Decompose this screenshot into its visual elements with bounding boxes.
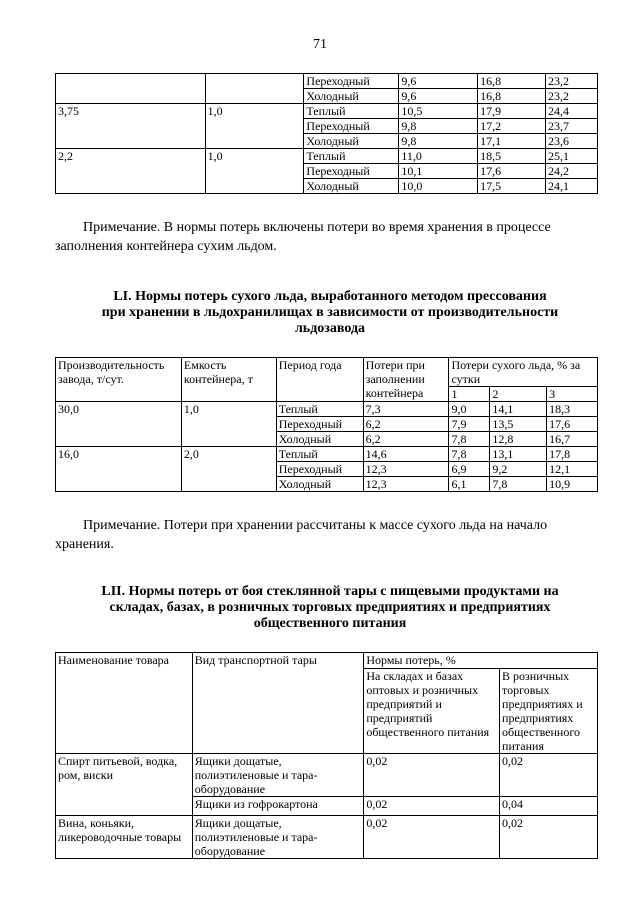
table-cell: 24,4	[546, 104, 598, 119]
table-cell: 10,9	[547, 477, 598, 492]
table-cell: Переходный	[276, 417, 363, 432]
header-production: Производительность завода, т/сут.	[56, 358, 182, 402]
table-cell: 17,1	[478, 134, 546, 149]
header-container: Вид транспортной тары	[192, 653, 364, 754]
table-cell: Холодный	[276, 432, 363, 447]
table-cell: 23,2	[546, 89, 598, 104]
table-glass-breakage	[55, 652, 598, 859]
page-number: 71	[313, 37, 327, 52]
table-cell: 6,2	[363, 417, 449, 432]
table-cell: 24,1	[546, 179, 598, 194]
header-warehouses: На складах и базах оптовых и розничных предприятий и предприятий общественного питания	[364, 669, 500, 754]
header-period: Период года	[276, 358, 363, 402]
table-cell: 17,8	[547, 447, 598, 462]
table-cell: 7,8	[449, 447, 490, 462]
table-cell	[56, 74, 206, 104]
table-row	[56, 149, 598, 164]
table-cell: 0,02	[500, 816, 598, 859]
table-cell: Вина, коньяки, ликероводочные товары	[56, 816, 193, 859]
heading-line: при хранении в льдохранилищах в зависимости от производительности	[101, 305, 559, 320]
table-cell: 30,0	[56, 402, 182, 447]
table-cell: 14,1	[490, 402, 547, 417]
table-cell: 0,04	[500, 797, 598, 816]
table-cell: Холодный	[304, 89, 399, 104]
table-cell: 17,2	[478, 119, 546, 134]
table-cell: 17,5	[478, 179, 546, 194]
table-cell: 17,6	[547, 417, 598, 432]
table-row	[56, 402, 598, 417]
table-cell: 0,02	[364, 797, 500, 816]
table-cell: 23,2	[546, 74, 598, 89]
header-norms: Нормы потерь, %	[364, 653, 598, 669]
heading-line: общественного питания	[253, 616, 407, 631]
table-cell: 12,3	[363, 462, 449, 477]
table-cell: Теплый	[304, 104, 399, 119]
heading-line: складах, базах, в розничных торговых предприятиях и предприятиях	[109, 600, 551, 615]
note-line: Примечание. Потери при хранении рассчитаны к массе сухого льда на начало	[83, 518, 548, 533]
note-paragraph	[55, 516, 600, 554]
table-cell: 0,02	[364, 754, 500, 797]
heading-line: льдозавода	[294, 321, 366, 336]
table-cell: 9,6	[399, 74, 478, 89]
table-cell: 6,2	[363, 432, 449, 447]
header-day-1: 1	[449, 387, 490, 402]
table-row	[56, 447, 598, 462]
table-cell: Ящики дощатые, полиэтиленовые и тара-оборудование	[192, 754, 364, 797]
table-cell: 16,8	[478, 89, 546, 104]
heading-line: LII. Нормы потерь от боя стеклянной тары с пищевыми продуктами на	[101, 584, 559, 599]
table-cell: 18,5	[478, 149, 546, 164]
table-cell: 10,5	[399, 104, 478, 119]
table-cell: Теплый	[276, 447, 363, 462]
table-cell: 2,0	[181, 447, 276, 492]
header-retail: В розничных торговых предприятиях и предприятиях общественного питания	[500, 669, 598, 754]
table-cell: 10,0	[399, 179, 478, 194]
table-cell: 6,1	[449, 477, 490, 492]
table-cell: 13,1	[490, 447, 547, 462]
table-cell: 1,0	[181, 402, 276, 447]
table-cell: 12,1	[547, 462, 598, 477]
table-cell: Теплый	[304, 149, 399, 164]
table-cell: 9,2	[490, 462, 547, 477]
table-row	[56, 104, 598, 119]
table-cell: Ящики из гофрокартона	[192, 797, 364, 816]
header-day-2: 2	[490, 387, 547, 402]
table-row	[56, 754, 598, 797]
table-cell: Холодный	[304, 134, 399, 149]
table-cell	[205, 74, 304, 104]
table-cell: 17,9	[478, 104, 546, 119]
table-cell: Переходный	[304, 164, 399, 179]
table-cell: Переходный	[276, 462, 363, 477]
header-day-3: 3	[547, 387, 598, 402]
table-cell: 17,6	[478, 164, 546, 179]
table-cell: 0,02	[500, 754, 598, 797]
table-cell: 12,3	[363, 477, 449, 492]
table-cell: 3,75	[56, 104, 206, 149]
header-capacity: Емкость контейнера, т	[181, 358, 276, 402]
table-dry-ice	[55, 357, 598, 492]
table-row	[56, 74, 598, 89]
table-cell: Спирт питьевой, водка, ром, виски	[56, 754, 193, 816]
table-cell: 7,9	[449, 417, 490, 432]
header-product: Наименование товара	[56, 653, 193, 754]
note-line: хранения.	[55, 537, 114, 552]
table-cell: 9,8	[399, 134, 478, 149]
header-daily-loss: Потери сухого льда, % за сутки	[449, 358, 598, 387]
table-cell: 25,1	[546, 149, 598, 164]
table-header-row	[56, 653, 598, 669]
table-row	[56, 816, 598, 859]
table-cell: 18,3	[547, 402, 598, 417]
table-cell: 14,6	[363, 447, 449, 462]
table-cell: 7,3	[363, 402, 449, 417]
table-cell: 7,8	[490, 477, 547, 492]
table-cell: 2,2	[56, 149, 206, 194]
table-cell: 10,1	[399, 164, 478, 179]
table-cell: 13,5	[490, 417, 547, 432]
table-cell: 9,8	[399, 119, 478, 134]
table-cell: 9,6	[399, 89, 478, 104]
table-cell: Холодный	[276, 477, 363, 492]
table-cell: 6,9	[449, 462, 490, 477]
table-header-row	[56, 358, 598, 387]
section-heading	[40, 584, 620, 632]
table-cell: 24,2	[546, 164, 598, 179]
table-top	[55, 73, 598, 194]
table-cell: 9,0	[449, 402, 490, 417]
section-heading	[40, 289, 620, 337]
table-cell: 23,6	[546, 134, 598, 149]
table-cell: 16,0	[56, 447, 182, 492]
table-cell: Переходный	[304, 119, 399, 134]
table-cell: Холодный	[304, 179, 399, 194]
table-cell: 1,0	[205, 149, 304, 194]
table-cell: 1,0	[205, 104, 304, 149]
note-line: заполнения контейнера сухим льдом.	[55, 239, 277, 254]
table-cell: 7,8	[449, 432, 490, 447]
table-cell: 23,7	[546, 119, 598, 134]
table-cell: 11,0	[399, 149, 478, 164]
table-cell: 16,7	[547, 432, 598, 447]
table-cell: 16,8	[478, 74, 546, 89]
table-cell: 0,02	[364, 816, 500, 859]
note-line: Примечание. В нормы потерь включены потери во время хранения в процессе	[83, 220, 551, 235]
heading-line: LI. Нормы потерь сухого льда, выработанного методом прессования	[113, 289, 547, 304]
table-cell: 12,8	[490, 432, 547, 447]
table-cell: Ящики дощатые, полиэтиленовые и тара-оборудование	[192, 816, 364, 859]
table-cell: Теплый	[276, 402, 363, 417]
note-paragraph	[55, 218, 600, 256]
header-fill-loss: Потери при заполнении контейнера	[363, 358, 449, 402]
table-cell: Переходный	[304, 74, 399, 89]
